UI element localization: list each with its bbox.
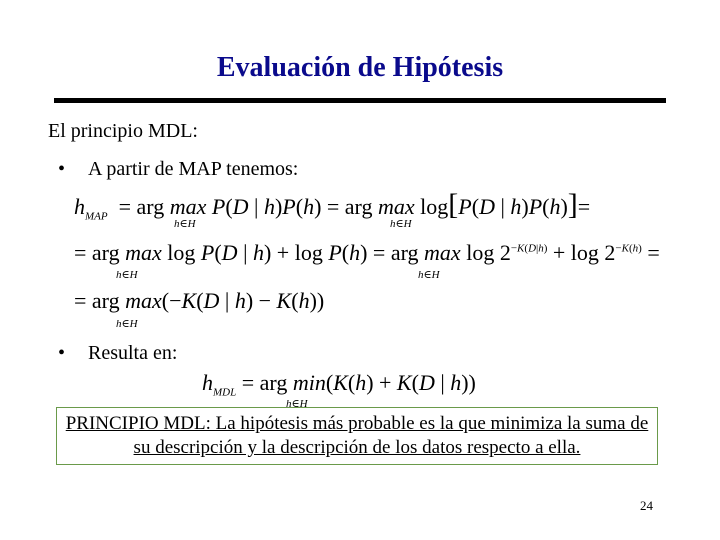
bullet-item-2 xyxy=(58,342,177,365)
subscript-label: h∈H xyxy=(390,218,412,230)
subscript-label: h∈H xyxy=(116,318,138,330)
bullet-text-1: A partir de MAP tenemos: xyxy=(88,158,299,180)
subscript-label: h∈H xyxy=(418,269,440,281)
principle-text: PRINCIPIO MDL: La hipótesis más probable es la que minimiza la suma de su descripción y la descripción de los datos respecto a ella. xyxy=(65,413,649,458)
bullet-item-1 xyxy=(58,158,298,181)
bullet-symbol: • xyxy=(58,342,66,364)
subscript-label: h∈H xyxy=(116,269,138,281)
equation-line-3: = arg max(−K(D | h) − K(h)) xyxy=(74,288,325,313)
page-number: 24 xyxy=(640,498,653,513)
equation-line-1: $h_{MAP}$ = arg max P(D | h)P(h) = arg max log[P(D | h)P(h)]= xyxy=(74,188,591,223)
title-underline xyxy=(54,98,666,103)
bullet-symbol: • xyxy=(58,158,66,180)
bullet-text-2: Resulta en: xyxy=(88,342,178,364)
intro-text: El principio MDL: xyxy=(48,120,198,142)
subscript-label: h∈H xyxy=(286,398,308,410)
slide-title: Evaluación de Hipótesis xyxy=(216,52,504,83)
equation-mdl: $h_{MDL}$ = arg min(K(h) + K(D | h)) xyxy=(202,370,476,399)
equation-line-2: = arg max log P(D | h) + log P(h) = arg $\max \log 2^{-K(D|h)} + \log 2^{-K(h)}$ = xyxy=(74,240,660,265)
subscript-label: h∈H xyxy=(174,218,196,230)
